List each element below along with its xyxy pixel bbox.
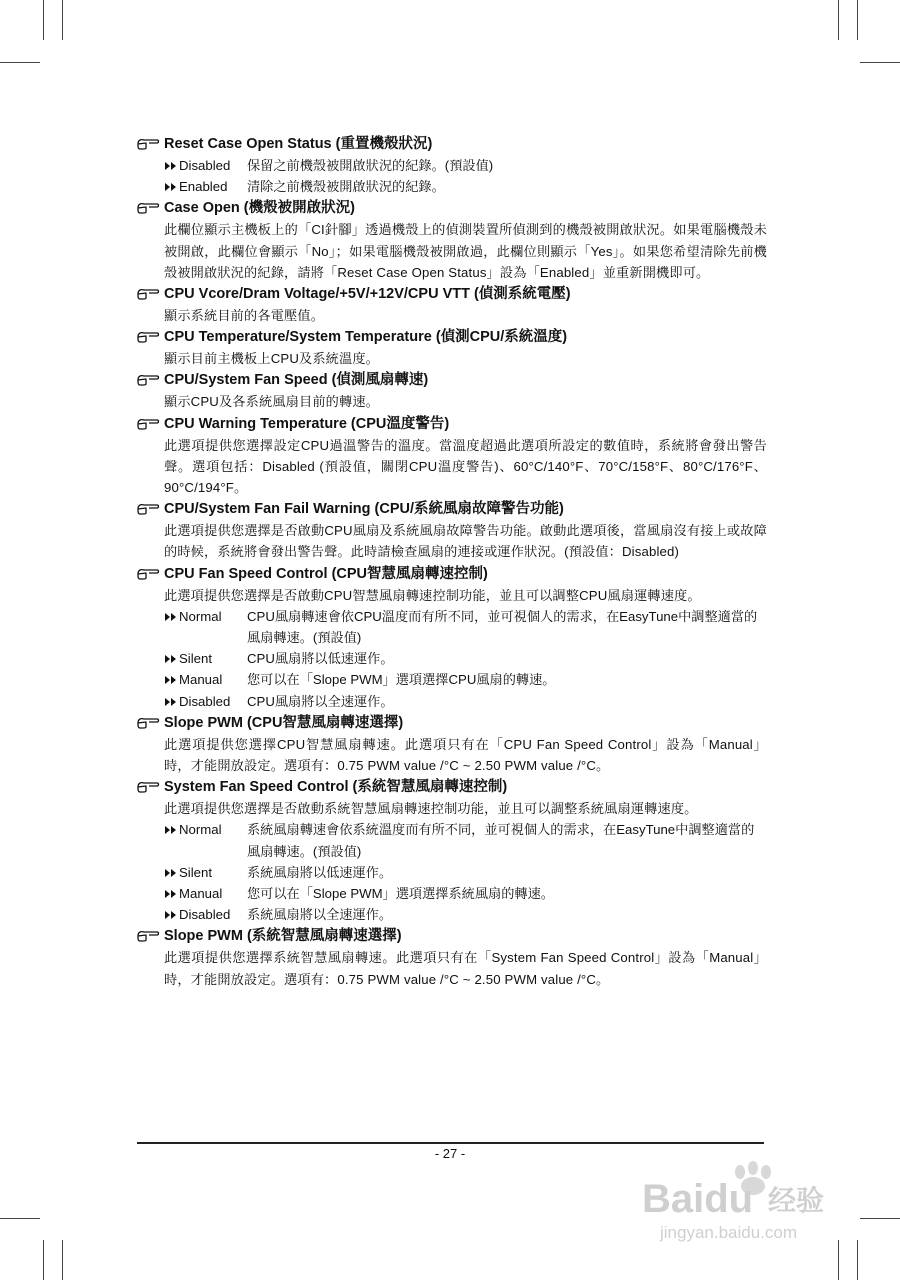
option-row bbox=[164, 819, 767, 861]
page-number: - 27 - bbox=[434, 1146, 466, 1161]
option-row bbox=[164, 691, 767, 712]
option-description: 您可以在「Slope PWM」選項選擇系統風扇的轉速。 bbox=[247, 886, 554, 902]
setting-description: 此選項提供您選擇是否啟動系統智慧風扇轉速控制功能，並且可以調整系統風扇運轉速度。 bbox=[164, 801, 698, 817]
option-label-text: Disabled bbox=[179, 693, 231, 709]
option-label bbox=[164, 883, 247, 904]
double-arrow-icon bbox=[164, 669, 179, 685]
crop-mark bbox=[860, 62, 900, 63]
option-label bbox=[164, 862, 247, 883]
setting-section bbox=[137, 776, 767, 925]
option-row bbox=[164, 606, 767, 648]
setting-heading bbox=[137, 326, 767, 348]
setting-heading-text: CPU Fan Speed Control (CPU智慧風扇轉速控制) bbox=[164, 565, 488, 582]
option-label bbox=[164, 155, 247, 176]
setting-section bbox=[137, 498, 767, 562]
option-row bbox=[164, 862, 767, 883]
setting-heading-text: Reset Case Open Status (重置機殼狀況) bbox=[164, 136, 433, 152]
setting-section bbox=[137, 369, 767, 412]
option-row bbox=[164, 669, 767, 690]
setting-heading-text: System Fan Speed Control (系統智慧風扇轉速控制) bbox=[164, 779, 508, 796]
double-arrow-icon bbox=[164, 819, 179, 835]
option-label-text: Disabled bbox=[179, 158, 231, 173]
setting-heading bbox=[137, 413, 767, 435]
setting-description: 顯示系統目前的各電壓值。 bbox=[164, 308, 325, 324]
double-arrow-icon bbox=[164, 691, 179, 707]
option-label bbox=[164, 691, 247, 712]
setting-heading bbox=[137, 369, 767, 391]
baidu-jingyan-watermark-logo bbox=[640, 1150, 840, 1250]
option-label-text: Silent bbox=[179, 864, 212, 880]
option-row bbox=[164, 883, 767, 904]
setting-section bbox=[137, 197, 767, 283]
option-label bbox=[164, 648, 247, 669]
double-arrow-icon bbox=[164, 862, 179, 878]
option-label bbox=[164, 176, 247, 197]
pointing-hand-icon bbox=[137, 287, 164, 301]
option-label bbox=[164, 669, 247, 690]
option-label-text: Normal bbox=[179, 608, 222, 624]
double-arrow-icon bbox=[164, 155, 179, 171]
setting-heading bbox=[137, 283, 767, 305]
pointing-hand-icon bbox=[137, 502, 164, 516]
option-label-text: Enabled bbox=[179, 179, 228, 195]
crop-mark bbox=[0, 62, 40, 63]
option-description: 您可以在「Slope PWM」選項選擇CPU風扇的轉速。 bbox=[247, 672, 556, 688]
double-arrow-icon bbox=[164, 904, 179, 920]
setting-heading bbox=[137, 133, 767, 155]
pointing-hand-icon bbox=[137, 929, 164, 943]
setting-section bbox=[137, 326, 767, 369]
crop-mark bbox=[62, 0, 63, 40]
option-row bbox=[164, 176, 767, 197]
double-arrow-icon bbox=[164, 648, 179, 664]
setting-description: 顯示目前主機板上CPU及系統溫度。 bbox=[164, 351, 380, 367]
setting-description: 此選項提供您選擇系統智慧風扇轉速。此選項只有在「System Fan Speed Control」設為「Manual」時，才能開放設定。選項有：0.75 PWM value /°C ~ 2.50 PWM value /°C。 bbox=[164, 950, 767, 987]
pointing-hand-icon bbox=[137, 780, 164, 794]
crop-mark bbox=[0, 1218, 40, 1219]
setting-heading-text: Slope PWM (CPU智慧風扇轉速選擇) bbox=[164, 714, 404, 731]
setting-heading-text: Case Open (機殼被開啟狀況) bbox=[164, 200, 355, 217]
option-label-text: Normal bbox=[179, 822, 222, 838]
pointing-hand-icon bbox=[137, 417, 164, 431]
setting-heading bbox=[137, 925, 767, 947]
crop-mark bbox=[857, 1240, 858, 1280]
option-description: 系統風扇轉速會依系統溫度而有所不同，並可視個人的需求，在EasyTune中調整適當的風扇轉速。(預設值) bbox=[247, 822, 755, 859]
watermark-brand-cn: 经验 bbox=[768, 1185, 825, 1216]
option-description: 保留之前機殼被開啟狀況的紀錄。(預設值) bbox=[247, 158, 494, 173]
setting-section bbox=[137, 712, 767, 776]
option-description: 系統風扇將以低速運作。 bbox=[247, 864, 393, 880]
option-label bbox=[164, 606, 247, 648]
pointing-hand-icon bbox=[137, 201, 164, 215]
crop-mark bbox=[857, 0, 858, 40]
setting-description: 此選項提供您選擇CPU智慧風扇轉速。此選項只有在「CPU Fan Speed Control」設為「Manual」時，才能開放設定。選項有：0.75 PWM value /°C ~ 2.50 PWM value /°C。 bbox=[164, 736, 767, 774]
crop-mark bbox=[860, 1218, 900, 1219]
setting-heading bbox=[137, 197, 767, 219]
option-label-text: Manual bbox=[179, 886, 223, 902]
crop-mark bbox=[43, 0, 44, 40]
double-arrow-icon bbox=[164, 883, 179, 899]
setting-section bbox=[137, 413, 767, 499]
crop-mark bbox=[838, 0, 839, 40]
setting-description: 此選項提供您選擇是否啟動CPU智慧風扇轉速控制功能，並且可以調整CPU風扇運轉速度。 bbox=[164, 587, 701, 603]
option-description: CPU風扇將以全速運作。 bbox=[247, 693, 394, 709]
option-label-text: Silent bbox=[179, 651, 212, 667]
crop-mark bbox=[43, 1240, 44, 1280]
option-description: 清除之前機殼被開啟狀況的紀錄。 bbox=[247, 179, 445, 195]
pointing-hand-icon bbox=[137, 716, 164, 730]
setting-heading-text: CPU/System Fan Speed (偵測風扇轉速) bbox=[164, 372, 429, 389]
option-label-text: Disabled bbox=[179, 907, 231, 923]
option-description: 系統風扇將以全速運作。 bbox=[247, 907, 393, 923]
pointing-hand-icon bbox=[137, 373, 164, 387]
option-row bbox=[164, 648, 767, 669]
option-row bbox=[164, 155, 767, 176]
setting-section bbox=[137, 133, 767, 197]
option-label bbox=[164, 819, 247, 861]
double-arrow-icon bbox=[164, 176, 179, 192]
setting-description: 此欄位顯示主機板上的「CI針腳」透過機殼上的偵測裝置所偵測到的機殼被開啟狀況。如果電腦機殼未被開啟，此欄位會顯示「No」；如果電腦機殼被開啟過，此欄位則顯示「Yes」。如果您希望清除先前機殼被開啟狀況的紀錄，請將「Reset Case Open Status」設為「Enabled」並重新開機即可。 bbox=[164, 222, 767, 280]
setting-description: 此選項提供您選擇設定CPU過溫警告的溫度。當溫度超過此選項所設定的數值時，系統將會發出警告聲。選項包括：Disabled (預設值，關閉CPU溫度警告)、60°C/140°F、70°C/158°F、80°C/176°F、90°C/194°F。 bbox=[164, 437, 767, 496]
option-description: CPU風扇將以低速運作。 bbox=[247, 651, 394, 667]
setting-heading bbox=[137, 498, 767, 520]
setting-section bbox=[137, 283, 767, 326]
double-arrow-icon bbox=[164, 606, 179, 622]
pointing-hand-icon bbox=[137, 567, 164, 581]
page-content bbox=[137, 133, 767, 990]
option-row bbox=[164, 904, 767, 925]
option-label bbox=[164, 904, 247, 925]
crop-mark bbox=[62, 1240, 63, 1280]
setting-heading bbox=[137, 712, 767, 734]
setting-heading bbox=[137, 563, 767, 585]
setting-section bbox=[137, 925, 767, 989]
option-description: CPU風扇轉速會依CPU溫度而有所不同，並可視個人的需求，在EasyTune中調整適當的風扇轉速。(預設值) bbox=[247, 608, 758, 646]
footer-rule bbox=[137, 1142, 764, 1144]
option-label-text: Manual bbox=[179, 672, 223, 688]
setting-heading-text: CPU Warning Temperature (CPU溫度警告) bbox=[164, 415, 450, 432]
pointing-hand-icon bbox=[137, 330, 164, 344]
watermark-brand: Baidu bbox=[642, 1177, 754, 1221]
setting-heading-text: Slope PWM (系統智慧風扇轉速選擇) bbox=[164, 928, 402, 945]
setting-heading-text: CPU Temperature/System Temperature (偵測CPU/系統溫度) bbox=[164, 329, 568, 346]
setting-description: 顯示CPU及各系統風扇目前的轉速。 bbox=[164, 394, 380, 410]
setting-heading-text: CPU/System Fan Fail Warning (CPU/系統風扇故障警告功能) bbox=[164, 501, 564, 518]
watermark-url: jingyan.baidu.com bbox=[660, 1223, 798, 1242]
setting-heading-text: CPU Vcore/Dram Voltage/+5V/+12V/CPU VTT (偵測系統電壓) bbox=[164, 286, 571, 303]
setting-section bbox=[137, 563, 767, 712]
setting-heading bbox=[137, 776, 767, 798]
setting-description: 此選項提供您選擇是否啟動CPU風扇及系統風扇故障警告功能。啟動此選項後，當風扇沒有接上或故障的時候，系統將會發出警告聲。此時請檢查風扇的連接或運作狀況。(預設值：Disabled) bbox=[164, 523, 767, 560]
pointing-hand-icon bbox=[137, 137, 164, 151]
